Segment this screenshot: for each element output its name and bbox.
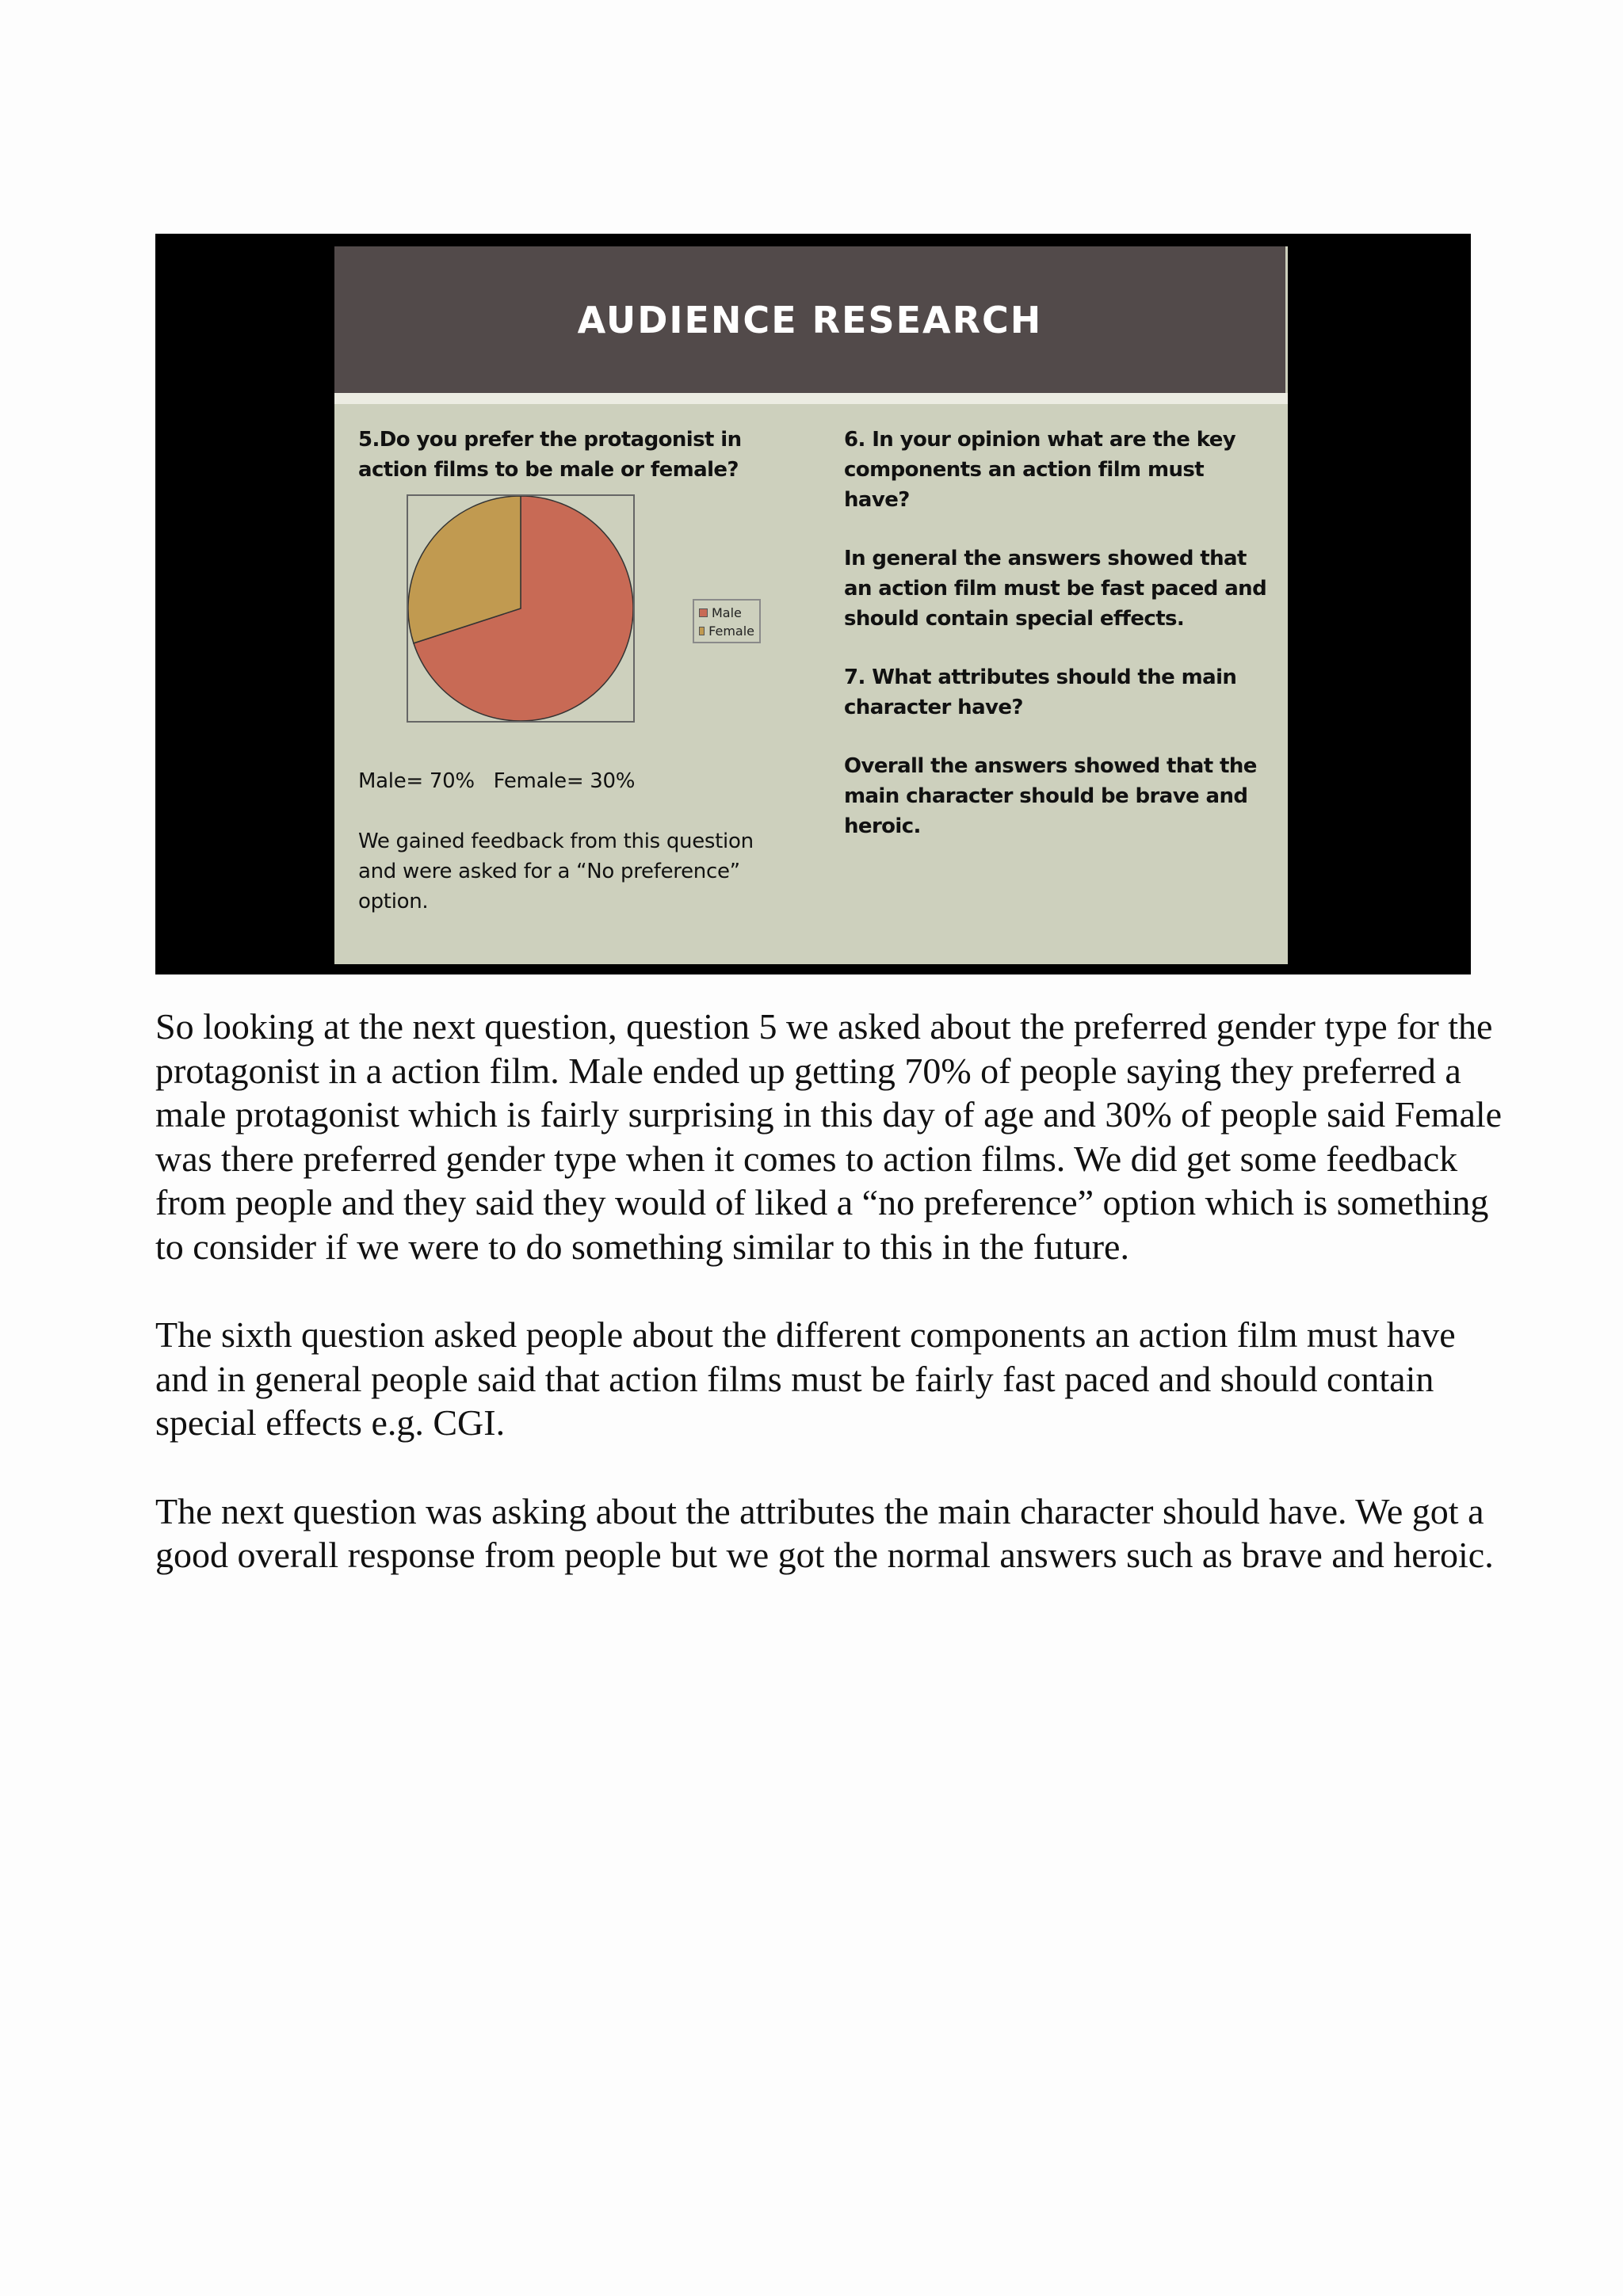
header-divider <box>334 393 1288 404</box>
paragraph-question-6: The sixth question asked people about the different components an action film must have and in general people said that action films must be fairly fast paced and should contain special effects e.g. CGI. <box>155 1314 1456 1443</box>
answer-6: In general the answers showed that an action film must be fast paced and should contain special effects. <box>844 547 1267 631</box>
question-5: 5.Do you prefer the protagonist in action films to be male or female? <box>358 428 742 482</box>
paragraph-question-5: So looking at the next question, question 5 we asked about the preferred gender type for the protagonist in a action film. Male ended up getting 70% of people saying they preferred a male protagonist which is fairly surprising in this day of age and 30% of people said Female was there preferred gender type when it comes to action films. We did get some feedback from people and they said they would of liked a “no preference” option which is something to consider if we were to do something similar to this in the future. <box>155 1006 1503 1267</box>
legend-label-male: Male <box>712 605 742 620</box>
slide <box>334 246 1288 964</box>
legend-label-female: Female <box>708 624 754 639</box>
pie-chart <box>408 496 633 721</box>
pie-chart-frame <box>407 494 635 723</box>
slide-frame <box>155 234 1471 974</box>
answer-7: Overall the answers showed that the main character should be brave and heroic. <box>844 754 1257 838</box>
feedback-note: We gained feedback from this question and were asked for a “No preference” option. <box>358 830 754 913</box>
question-6: 6. In your opinion what are the key components an action film must have? <box>844 428 1236 512</box>
document-body <box>155 1005 1503 1622</box>
legend-swatch-male <box>699 608 708 617</box>
paragraph-question-7: The next question was asking about the attributes the main character should have. We got a good overall response from people but we got the normal answers such as brave and heroic. <box>155 1490 1494 1575</box>
chart-legend <box>693 599 761 643</box>
question-7: 7. What attributes should the main character have? <box>844 666 1237 719</box>
legend-swatch-female <box>699 627 705 635</box>
legend-item-female <box>699 622 754 640</box>
right-column <box>844 425 1272 870</box>
slide-header <box>334 246 1285 393</box>
results-summary: Male= 70% Female= 30% <box>358 769 636 793</box>
slide-title: AUDIENCE RESEARCH <box>577 298 1043 341</box>
legend-item-male <box>699 604 754 622</box>
